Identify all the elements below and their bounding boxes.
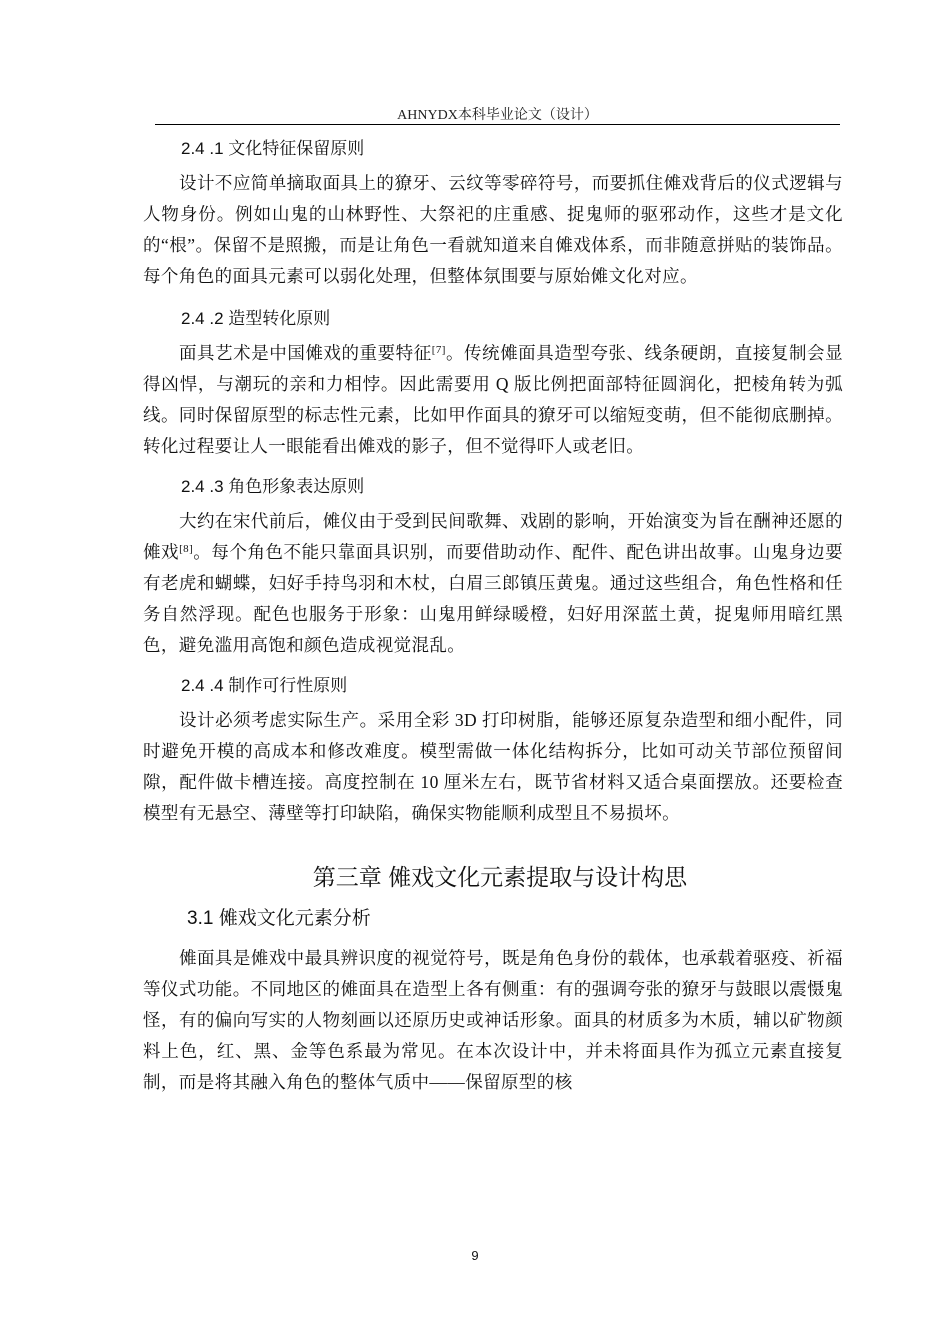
paragraph-text: 面具艺术是中国傩戏的重要特征	[179, 343, 432, 363]
citation-ref: [7]	[431, 344, 446, 356]
header-rule	[155, 124, 840, 125]
running-header: AHNYDX本科毕业论文（设计）	[397, 108, 598, 123]
subsection-heading-2-4-4: 2.4 .4 制作可行性原则	[181, 676, 348, 695]
paragraph-text: 。每个角色不能只靠面具识别，而要借助动作、配件、配色讲出故事。山鬼身边要有老虎和蝴蝶，妇好手持鸟羽和木杖，白眉三郎镇压黄鬼。通过这些组合，角色性格和任务自然浮现。配色也服务于形象：山鬼用鲜绿暖橙，妇好用深蓝土黄，捉鬼师用暗红黑色，避免滥用高饱和颜色造成视觉混乱。	[143, 542, 843, 655]
subsection-heading-2-4-1: 2.4 .1 文化特征保留原则	[181, 139, 365, 158]
section-heading-3-1: 3.1 傩戏文化元素分析	[187, 908, 371, 929]
paragraph-2-4-4: 设计必须考虑实际生产。采用全彩 3D 打印树脂，能够还原复杂造型和细小配件，同时避免开模的高成本和修改难度。模型需做一体化结构拆分，比如可动关节部位预留间隙，配件做卡槽连接。高度控制在 10 厘米左右，既节省材料又适合桌面摆放。还要检查模型有无悬空、薄壁等打印缺陷，确保实物能顺利成型且不易损坏。	[143, 710, 843, 823]
paragraph-2-4-1: 设计不应简单摘取面具上的獠牙、云纹等零碎符号，而要抓住傩戏背后的仪式逻辑与人物身份。例如山鬼的山林野性、大祭祀的庄重感、捉鬼师的驱邪动作，这些才是文化的“根”。保留不是照搬，而是让角色一看就知道来自傩戏体系，而非随意拼贴的装饰品。每个角色的面具元素可以弱化处理，但整体氛围要与原始傩文化对应。	[143, 173, 843, 286]
chapter-title: 第三章 傩戏文化元素提取与设计构思	[312, 864, 688, 890]
paragraph-3-1: 傩面具是傩戏中最具辨识度的视觉符号，既是角色身份的载体，也承载着驱疫、祈福等仪式功能。不同地区的傩面具在造型上各有侧重：有的强调夸张的獠牙与鼓眼以震慑鬼怪，有的偏向写实的人物刻画以还原历史或神话形象。面具的材质多为木质，辅以矿物颜料上色，红、黑、金等色系最为常见。在本次设计中，并未将面具作为孤立元素直接复制，而是将其融入角色的整体气质中——保留原型的核	[143, 948, 843, 1092]
citation-ref: [8]	[179, 543, 194, 555]
subsection-heading-2-4-3: 2.4 .3 角色形象表达原则	[181, 477, 365, 496]
paragraph-text: 大约在宋代前后，傩仪由于受到民间歌舞、戏剧的影响，开始演变为旨在酬神还愿的傩戏	[143, 511, 843, 562]
page-number: 9	[471, 1248, 479, 1263]
paragraph-text: 。传统傩面具造型夸张、线条硬朗，直接复制会显得凶悍，与潮玩的亲和力相悖。因此需要用 Q 版比例把面部特征圆润化，把棱角转为弧线。同时保留原型的标志性元素，比如甲作面具的獠牙可以缩短变萌，但不能彻底删掉。转化过程要让人一眼能看出傩戏的影子，但不觉得吓人或老旧。	[143, 343, 843, 456]
subsection-heading-2-4-2: 2.4 .2 造型转化原则	[181, 309, 331, 328]
paragraph-2-4-2	[143, 338, 843, 462]
page-content	[143, 130, 843, 1098]
paragraph-2-4-3	[143, 506, 843, 661]
